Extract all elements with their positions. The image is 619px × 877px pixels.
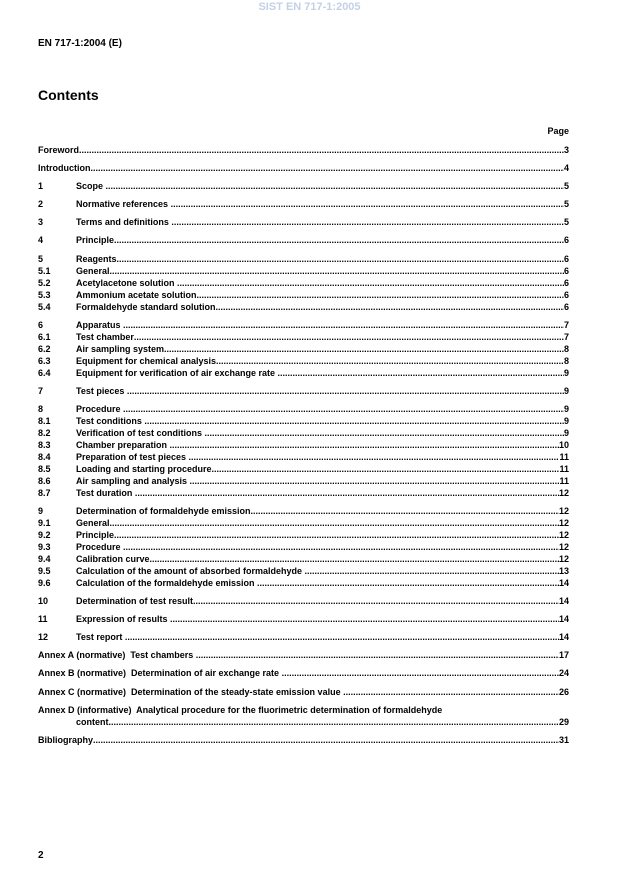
dot-leader [193,595,559,607]
toc-entry-title: General [76,517,110,528]
toc-entry-page: 9 [563,427,569,438]
toc-entry[interactable] [38,216,569,228]
toc-entry-number: 8.7 [38,487,51,498]
toc-entry-page: 8 [563,343,569,354]
toc-group [38,667,569,679]
toc-group [38,403,569,499]
toc-entry-page: 14 [558,577,569,588]
toc-entry-title: Equipment for chemical analysis [76,355,217,366]
toc-entry-title: Annex A (normative) Test chambers [38,650,196,661]
dot-leader [257,577,559,589]
toc-entry-number: 2 [38,199,44,210]
toc-entry[interactable] [38,415,569,427]
toc-group [38,180,569,192]
toc-entry[interactable] [38,289,569,301]
dot-leader [135,487,559,499]
toc-entry-title: Loading and starting procedure [76,463,212,474]
toc-entry-page: 6 [563,289,569,300]
toc-entry-number: 8.2 [38,427,51,438]
toc-entry-number: 8.5 [38,463,51,474]
toc-group [38,505,569,589]
toc-entry-title: Calibration curve [76,553,150,564]
toc-group [38,734,569,746]
toc-entry-number: 9.1 [38,517,51,528]
toc-entry-number: 9.2 [38,529,51,540]
toc-entry[interactable] [38,343,569,355]
toc-entry[interactable] [38,686,569,698]
toc-entry-page: 12 [558,517,569,528]
toc-entry-page: 5 [563,217,569,228]
dot-leader [171,216,564,228]
dot-leader [109,716,559,728]
toc-entry-title: Procedure [76,541,124,552]
toc-group [38,631,569,643]
toc-entry-title: Annex C (normative) Determination of the steady-state emission value [38,686,344,697]
toc-entry-page: 4 [563,163,569,174]
toc-group [38,595,569,607]
toc-entry-page: 6 [563,301,569,312]
dot-leader [278,367,564,379]
dot-leader [189,451,560,463]
toc-entry-page: 13 [558,565,569,576]
toc-entry[interactable] [38,517,569,529]
toc-group [38,234,569,246]
toc-entry-title: Terms and definitions [76,217,172,228]
toc-entry-title: Expression of results [76,614,171,625]
toc-entry-page: 12 [558,553,569,564]
toc-entry-page: 6 [563,265,569,276]
toc-entry[interactable] [38,505,569,517]
toc-entry-title: Calculation of the formaldehyde emission [76,577,258,588]
toc-entry-page: 5 [563,199,569,210]
dot-leader [114,529,559,541]
toc-entry-page: 6 [563,235,569,246]
toc-entry-page: 7 [563,331,569,342]
toc-entry-title: Acetylacetone solution [76,277,178,288]
toc-entry[interactable] [38,331,569,343]
dot-leader [212,463,560,475]
toc-entry-number: 8 [38,403,44,414]
toc-entry[interactable] [38,367,569,379]
toc-entry-title: Scope [76,181,106,192]
toc-entry-page: 6 [563,277,569,288]
toc-entry-title: Chamber preparation [76,439,170,450]
toc-entry-page: 12 [558,505,569,516]
dot-leader [110,265,564,277]
dot-leader [170,439,559,451]
toc-entry-title: Normative references [76,199,171,210]
toc-entry-page: 14 [558,614,569,625]
toc-entry-page: 9 [563,403,569,414]
toc-entry-title: Apparatus [76,319,124,330]
toc-entry-title: Test report [76,632,125,643]
dot-leader [114,234,564,246]
dot-leader [190,475,560,487]
dot-leader [123,403,564,415]
toc-entry-number: 11 [38,614,48,625]
dot-leader [170,613,559,625]
dot-leader [196,649,559,661]
toc-group [38,216,569,228]
toc-entry-number: 1 [38,181,44,192]
toc-entry[interactable] [38,595,569,607]
toc-entry-page: 24 [558,668,569,679]
toc-entry-page: 12 [558,487,569,498]
toc-entry-title: Verification of test conditions [76,427,205,438]
dot-leader [305,565,559,577]
dot-leader [150,553,559,565]
toc-entry[interactable] [38,649,569,661]
dot-leader [205,427,564,439]
toc-entry-page: 9 [563,367,569,378]
toc-entry[interactable] [38,427,569,439]
dot-leader [127,385,564,397]
toc-entry[interactable] [38,734,569,746]
toc-group [38,144,569,156]
toc-entry[interactable] [38,144,569,156]
toc-entry-title: Ammonium acetate solution [76,289,197,300]
dot-leader [343,686,559,698]
toc-entry-number: 6.3 [38,355,51,366]
toc-entry[interactable] [38,553,569,565]
toc-entry[interactable] [38,463,569,475]
toc-group [38,385,569,397]
toc-entry[interactable] [38,577,569,589]
toc-entry-title: Test pieces [76,385,127,396]
toc-entry-title: Air sampling and analysis [76,475,190,486]
toc-entry[interactable] [38,385,569,397]
toc-entry-page: 8 [563,355,569,366]
toc-entry[interactable] [38,631,569,643]
toc-group [38,319,569,379]
toc-entry[interactable] [38,439,569,451]
toc-entry[interactable] [38,529,569,541]
toc-entry-page: 26 [558,686,569,697]
document-watermark: SIST EN 717-1:2005 [258,1,361,13]
toc-entry-number: 12 [38,632,49,643]
toc-entry-page: 14 [558,632,569,643]
dot-leader [123,319,564,331]
table-of-contents [38,144,569,746]
toc-group [38,253,569,313]
toc-group [38,704,569,728]
toc-entry-number: 6 [38,319,44,330]
toc-entry[interactable] [38,565,569,577]
toc-group [38,613,569,625]
toc-entry-page: 11 [559,451,569,462]
toc-entry-number: 5.4 [38,301,51,312]
toc-entry-title: Bibliography [38,734,94,745]
toc-entry-title: Procedure [76,403,124,414]
toc-entry-title: Air sampling system [76,343,165,354]
toc-entry-title: Equipment for verification of air exchange rate [76,367,278,378]
dot-leader [197,289,564,301]
toc-entry[interactable] [38,487,569,499]
toc-entry-number: 9.5 [38,565,51,576]
toc-entry[interactable] [38,301,569,313]
toc-entry-title: Formaldehyde standard solution [76,301,216,312]
dot-leader [216,355,564,367]
toc-group [38,162,569,174]
toc-entry[interactable] [38,475,569,487]
toc-group [38,649,569,661]
toc-entry[interactable] [38,451,569,463]
toc-entry-page: 29 [558,716,569,727]
toc-entry-page: 9 [563,385,569,396]
toc-entry[interactable] [38,403,569,415]
toc-group [38,686,569,698]
footer-page-number: 2 [38,850,44,861]
toc-entry-title: Test duration [76,487,135,498]
toc-entry-number: 6.4 [38,367,51,378]
toc-entry-page: 12 [558,529,569,540]
toc-entry-title: Introduction [38,163,91,174]
toc-entry-page: 12 [558,541,569,552]
toc-entry-number: 5.2 [38,277,51,288]
toc-entry-page: 10 [558,439,569,450]
toc-entry-title: Reagents [76,253,117,264]
toc-entry-page: 7 [563,319,569,330]
dot-leader [79,144,564,156]
toc-entry-number: 8.6 [38,475,51,486]
toc-entry-number: 5.1 [38,265,51,276]
toc-entry-title: Principle [76,235,115,246]
dot-leader [123,541,559,553]
toc-entry-title-continuation: content [76,716,109,727]
toc-entry-page: 31 [558,734,569,745]
toc-entry[interactable] [38,162,569,174]
toc-entry-title: Test conditions [76,415,145,426]
toc-entry[interactable] [38,541,569,553]
dot-leader [134,331,564,343]
toc-entry[interactable] [38,253,569,265]
toc-entry[interactable] [38,180,569,192]
toc-entry-page: 9 [563,415,569,426]
dot-leader [177,277,564,289]
dot-leader [171,198,564,210]
toc-entry-title: Foreword [38,145,80,155]
toc-entry-number: 3 [38,217,44,228]
document-identifier: EN 717-1:2004 (E) [38,38,122,49]
toc-entry-page: 11 [559,463,569,474]
toc-entry-page: 17 [558,650,569,661]
toc-entry[interactable] [38,355,569,367]
page-title: Contents [38,87,99,103]
toc-entry-title: General [76,265,110,276]
dot-leader [110,517,559,529]
toc-entry-title: Principle [76,529,115,540]
dot-leader [164,343,564,355]
toc-entry-number: 5.3 [38,289,51,300]
toc-entry[interactable] [38,704,569,716]
toc-entry-number: 8.3 [38,439,51,450]
toc-entry-number: 7 [38,385,44,396]
toc-entry-number: 4 [38,235,44,246]
toc-entry-number: 6.1 [38,331,51,342]
dot-leader [91,162,564,174]
toc-entry-page: 3 [563,145,569,155]
toc-entry-page: 14 [558,596,569,607]
toc-entry[interactable] [38,319,569,331]
dot-leader [117,253,564,265]
dot-leader [106,180,564,192]
toc-entry-number: 9 [38,505,44,516]
toc-entry-number: 8.4 [38,451,51,462]
toc-entry-page: 6 [563,253,569,264]
toc-entry-number: 8.1 [38,415,51,426]
toc-entry-continuation[interactable] [38,716,569,728]
toc-entry-number: 9.6 [38,577,51,588]
toc-entry-number: 10 [38,596,49,607]
toc-entry[interactable] [38,613,569,625]
page-column-label: Page [547,126,569,136]
toc-entry-number: 9.3 [38,541,51,552]
toc-entry-title: Determination of test result [76,596,194,607]
dot-leader [251,505,559,517]
dot-leader [125,631,559,643]
toc-entry-title: Test chamber [76,331,134,342]
toc-entry-title: Preparation of test pieces [76,451,189,462]
toc-entry-number: 6.2 [38,343,51,354]
toc-group [38,198,569,210]
toc-entry[interactable] [38,265,569,277]
dot-leader [93,734,559,746]
toc-entry[interactable] [38,667,569,679]
toc-entry-number: 9.4 [38,553,51,564]
dot-leader [216,301,564,313]
toc-entry[interactable] [38,277,569,289]
toc-entry-number: 5 [38,253,44,264]
toc-entry-page: 11 [559,475,569,486]
toc-entry-title: Annex B (normative) Determination of air exchange rate [38,668,282,679]
toc-entry[interactable] [38,234,569,246]
toc-entry-title: Determination of formaldehyde emission [76,505,251,516]
dot-leader [282,667,559,679]
dot-leader [144,415,564,427]
toc-entry[interactable] [38,198,569,210]
toc-entry-title: Annex D (informative) Analytical procedure for the fluorimetric determination of formaldehyde [38,704,443,715]
toc-entry-title: Calculation of the amount of absorbed formaldehyde [76,565,305,576]
toc-entry-page: 5 [563,181,569,192]
